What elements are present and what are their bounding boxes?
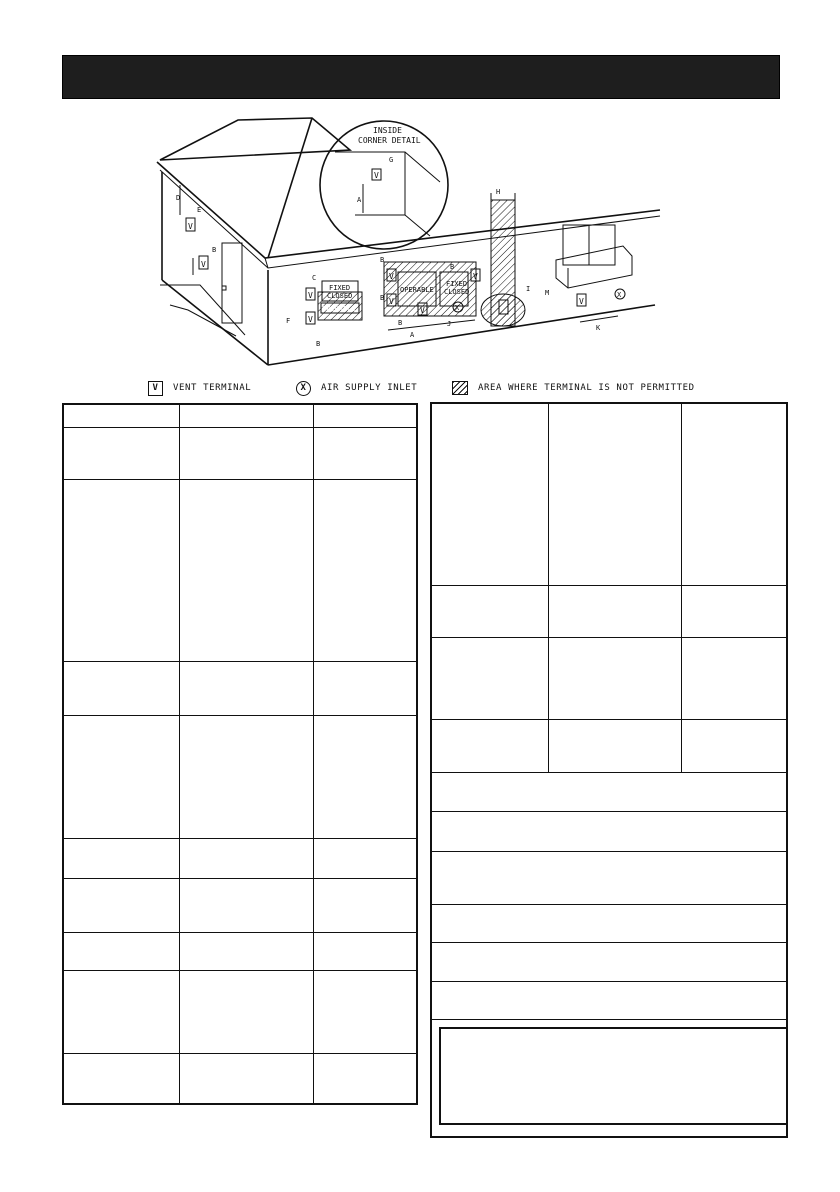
svg-text:FIXED: FIXED [329, 284, 351, 292]
legend-vent-label: VENT TERMINAL [173, 383, 252, 393]
svg-text:F: F [286, 317, 291, 325]
vent-terminal-icon: V [148, 381, 163, 396]
svg-text:V: V [420, 306, 425, 315]
svg-text:V: V [579, 297, 584, 306]
svg-text:B: B [380, 294, 385, 302]
hatch-area-icon [452, 381, 468, 395]
svg-text:OPERABLE: OPERABLE [322, 305, 356, 313]
legend-air-label: AIR SUPPLY INLET [321, 383, 418, 393]
svg-text:B: B [450, 263, 455, 271]
legend-vent [148, 378, 251, 398]
svg-text:A: A [410, 331, 415, 339]
legend-hatch-label: AREA WHERE TERMINAL IS NOT PERMITTED [478, 383, 695, 393]
note-box [439, 1027, 788, 1125]
svg-text:A: A [357, 196, 362, 204]
svg-text:V: V [188, 222, 193, 231]
svg-text:CLOSED: CLOSED [327, 292, 353, 300]
inside-corner-detail [320, 121, 448, 249]
svg-text:OPERABLE: OPERABLE [400, 286, 434, 294]
detail-title-line2: CORNER DETAIL [358, 136, 421, 145]
svg-text:B: B [316, 340, 321, 348]
svg-text:K: K [596, 324, 601, 332]
vent-clearance-diagram [0, 0, 840, 378]
svg-text:E: E [197, 206, 202, 214]
svg-text:H: H [496, 188, 501, 196]
front-windows [286, 256, 480, 348]
svg-text:V: V [201, 260, 206, 269]
svg-text:B: B [380, 256, 385, 264]
svg-text:V: V [473, 272, 478, 281]
svg-text:X: X [455, 304, 460, 312]
svg-text:CLOSED: CLOSED [444, 288, 470, 296]
svg-text:V: V [308, 291, 313, 300]
legend [0, 378, 840, 400]
svg-text:D: D [176, 194, 181, 202]
svg-text:I: I [526, 285, 531, 293]
svg-text:C: C [312, 274, 317, 282]
side-wall-vents [176, 185, 216, 275]
svg-text:V: V [389, 297, 394, 306]
svg-text:J: J [447, 320, 452, 328]
svg-text:B: B [398, 319, 403, 327]
svg-text:V: V [308, 315, 313, 324]
svg-text:V: V [389, 272, 394, 281]
svg-text:X: X [617, 291, 622, 299]
air-inlet-icon: X [296, 381, 311, 396]
svg-text:M: M [545, 289, 550, 297]
legend-hatch [452, 378, 695, 398]
detail-title-line1: INSIDE [373, 126, 402, 135]
legend-air [296, 378, 417, 398]
svg-text:FIXED: FIXED [446, 280, 468, 288]
clearance-table-left [62, 403, 418, 1105]
restricted-stack-area [481, 188, 530, 326]
svg-text:V: V [374, 171, 379, 180]
svg-text:B: B [212, 246, 217, 254]
svg-text:G: G [389, 156, 394, 164]
